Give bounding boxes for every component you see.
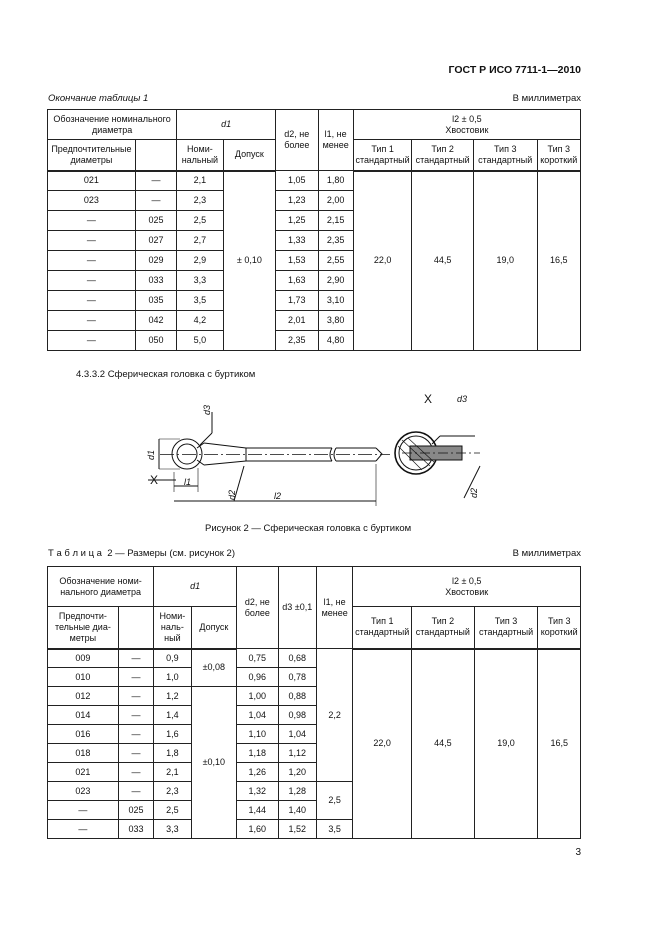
cell-l2-type1: 22,0 xyxy=(353,171,412,351)
cell-d2: 2,01 xyxy=(276,311,318,331)
cell-alt: — xyxy=(118,782,153,801)
cell-d2: 1,33 xyxy=(276,231,318,251)
cell-alt: — xyxy=(135,171,176,191)
cell-preferred: 023 xyxy=(48,191,136,211)
t1-h-shank: Хвостовик xyxy=(445,124,489,135)
cell-l2-type1: 22,0 xyxy=(353,649,412,839)
figure-label-l1: l1 xyxy=(184,477,192,487)
t1-h-type4: Тип 3 короткий xyxy=(537,140,581,171)
t1-h-l1: l1, не менее xyxy=(318,110,353,171)
cell-l1: 2,55 xyxy=(318,251,353,271)
cell-d3: 0,78 xyxy=(278,668,316,687)
cell-d2: 1,32 xyxy=(237,782,278,801)
cell-preferred: — xyxy=(48,801,119,820)
cell-preferred: — xyxy=(48,331,136,351)
cell-preferred: 009 xyxy=(48,649,119,668)
cell-l1-c: 3,5 xyxy=(316,820,352,839)
cell-preferred: — xyxy=(48,231,136,251)
cell-alt: — xyxy=(118,706,153,725)
figure-label-x-left: X xyxy=(150,473,159,487)
cell-d2: 0,75 xyxy=(237,649,278,668)
cell-preferred: — xyxy=(48,251,136,271)
cell-d2: 0,96 xyxy=(237,668,278,687)
cell-preferred: 021 xyxy=(48,763,119,782)
cell-alt: — xyxy=(118,649,153,668)
cell-l2-type3: 19,0 xyxy=(473,171,537,351)
cell-l1: 2,90 xyxy=(318,271,353,291)
cell-l2-type4: 16,5 xyxy=(537,171,581,351)
cell-alt: — xyxy=(118,763,153,782)
cell-l1-a: 2,2 xyxy=(316,649,352,782)
cell-l1: 2,15 xyxy=(318,211,353,231)
figure-label-d3-right: d3 xyxy=(457,394,468,404)
cell-alt: 025 xyxy=(118,801,153,820)
cell-l1: 2,35 xyxy=(318,231,353,251)
table2 xyxy=(47,566,581,839)
cell-preferred: 023 xyxy=(48,782,119,801)
cell-d2: 1,18 xyxy=(237,744,278,763)
cell-preferred: — xyxy=(48,311,136,331)
t1-h-l2 xyxy=(353,110,580,140)
table1-caption: Окончание таблицы 1 xyxy=(48,93,149,104)
t2-h-nominal: Номи-наль-ный xyxy=(154,607,191,649)
cell-d1: 1,8 xyxy=(154,744,191,763)
standard-header: ГОСТ Р ИСО 7711-1—2010 xyxy=(448,64,581,76)
cell-d3: 0,88 xyxy=(278,687,316,706)
cell-d1: 1,4 xyxy=(154,706,191,725)
cell-d3: 1,12 xyxy=(278,744,316,763)
t2-h-designation: Обозначение номи-нального диаметра xyxy=(48,567,154,607)
cell-d1: 2,1 xyxy=(154,763,191,782)
cell-tolerance-a: ±0,08 xyxy=(191,649,237,687)
t2-h-l1: l1, не менее xyxy=(316,567,352,649)
cell-d1: 1,6 xyxy=(154,725,191,744)
t2-h-type3: Тип 3 стандартный xyxy=(474,607,538,649)
cell-alt: — xyxy=(135,191,176,211)
table-row xyxy=(48,171,581,191)
cell-l2-type3: 19,0 xyxy=(474,649,538,839)
page-number: 3 xyxy=(575,847,581,858)
cell-d2: 1,00 xyxy=(237,687,278,706)
cell-alt: 042 xyxy=(135,311,176,331)
t1-h-nominal: Номи-нальный xyxy=(177,140,223,171)
t1-h-l2-label: l2 ± 0,5 xyxy=(452,113,482,124)
cell-l1-b: 2,5 xyxy=(316,782,352,820)
cell-d2: 1,53 xyxy=(276,251,318,271)
cell-l1: 3,10 xyxy=(318,291,353,311)
t2-h-shank: Хвостовик xyxy=(445,586,489,597)
t1-h-tolerance: Допуск xyxy=(223,140,276,171)
cell-d3: 1,40 xyxy=(278,801,316,820)
cell-alt: 033 xyxy=(135,271,176,291)
t1-h-type1: Тип 1 стандартный xyxy=(353,140,412,171)
figure-label-d2-right: d2 xyxy=(469,487,480,499)
figure-label-d1: d1 xyxy=(146,449,157,461)
cell-d2: 1,44 xyxy=(237,801,278,820)
t1-h-type2: Тип 2 стандартный xyxy=(412,140,474,171)
t2-h-l2-label: l2 ± 0,5 xyxy=(451,575,482,586)
cell-d2: 1,26 xyxy=(237,763,278,782)
cell-alt: 025 xyxy=(135,211,176,231)
cell-d1: 2,5 xyxy=(154,801,191,820)
t1-h-preferred: Предпочтительные диаметры xyxy=(48,140,136,171)
cell-d2: 2,35 xyxy=(276,331,318,351)
cell-preferred: 021 xyxy=(48,171,136,191)
t2-h-type1: Тип 1 стандартный xyxy=(353,607,412,649)
cell-d2: 1,04 xyxy=(237,706,278,725)
cell-l1: 2,00 xyxy=(318,191,353,211)
cell-preferred: — xyxy=(48,211,136,231)
table1-units: В миллиметрах xyxy=(512,93,581,104)
cell-d3: 1,52 xyxy=(278,820,316,839)
cell-d1: 2,5 xyxy=(177,211,223,231)
cell-preferred: 018 xyxy=(48,744,119,763)
cell-preferred: 012 xyxy=(48,687,119,706)
cell-d2: 1,25 xyxy=(276,211,318,231)
cell-d1: 3,3 xyxy=(154,820,191,839)
cell-d1: 3,3 xyxy=(177,271,223,291)
cell-l1: 4,80 xyxy=(318,331,353,351)
cell-d2: 1,10 xyxy=(237,725,278,744)
figure-label-d3-left: d3 xyxy=(202,404,213,416)
cell-d1: 3,5 xyxy=(177,291,223,311)
t1-h-type3: Тип 3 стандартный xyxy=(473,140,537,171)
t1-h-designation: Обозначение номинального диаметра xyxy=(48,110,177,140)
cell-l2-type2: 44,5 xyxy=(412,171,474,351)
cell-d3: 1,28 xyxy=(278,782,316,801)
cell-preferred: — xyxy=(48,291,136,311)
t2-h-l2 xyxy=(353,567,581,607)
t2-h-d2: d2, не более xyxy=(237,567,278,649)
t1-h-empty xyxy=(135,140,176,171)
t2-h-d3: d3 ±0,1 xyxy=(278,567,316,649)
cell-alt: 033 xyxy=(118,820,153,839)
table1 xyxy=(47,109,581,351)
cell-tolerance: ± 0,10 xyxy=(223,171,276,351)
cell-preferred: — xyxy=(48,271,136,291)
table2-caption: Т а б л и ц а 2 — Размеры (см. рисунок 2) xyxy=(48,548,235,559)
cell-d2: 1,05 xyxy=(276,171,318,191)
cell-alt: 029 xyxy=(135,251,176,271)
cell-d2: 1,63 xyxy=(276,271,318,291)
figure-label-d2-left: d2 xyxy=(227,489,238,501)
table2-units: В миллиметрах xyxy=(512,548,581,559)
cell-d1: 0,9 xyxy=(154,649,191,668)
t2-h-tolerance: Допуск xyxy=(191,607,237,649)
cell-preferred: 016 xyxy=(48,725,119,744)
table-row xyxy=(48,649,581,668)
cell-l1: 3,80 xyxy=(318,311,353,331)
figure-caption: Рисунок 2 — Сферическая головка с буртиком xyxy=(205,523,412,534)
cell-d3: 0,68 xyxy=(278,649,316,668)
cell-tolerance-b: ±0,10 xyxy=(191,687,237,839)
cell-d3: 0,98 xyxy=(278,706,316,725)
cell-alt: — xyxy=(118,725,153,744)
cell-alt: 035 xyxy=(135,291,176,311)
figure-label-l2: l2 xyxy=(274,491,282,501)
cell-preferred: 014 xyxy=(48,706,119,725)
cell-d1: 5,0 xyxy=(177,331,223,351)
cell-d3: 1,04 xyxy=(278,725,316,744)
cell-d3: 1,20 xyxy=(278,763,316,782)
cell-d1: 2,7 xyxy=(177,231,223,251)
cell-d1: 2,3 xyxy=(154,782,191,801)
cell-alt: 050 xyxy=(135,331,176,351)
cell-l2-type4: 16,5 xyxy=(538,649,581,839)
cell-alt: — xyxy=(118,744,153,763)
cell-d1: 2,1 xyxy=(177,171,223,191)
section-title: 4.3.3.2 Сферическая головка с буртиком xyxy=(76,369,256,380)
t2-h-type2: Тип 2 стандартный xyxy=(412,607,475,649)
cell-preferred: 010 xyxy=(48,668,119,687)
cell-l2-type2: 44,5 xyxy=(412,649,475,839)
cell-alt: 027 xyxy=(135,231,176,251)
cell-alt: — xyxy=(118,687,153,706)
t2-h-empty xyxy=(118,607,153,649)
cell-d1: 1,0 xyxy=(154,668,191,687)
t2-h-type4: Тип 3 короткий xyxy=(538,607,581,649)
t1-h-d1: d1 xyxy=(177,110,276,140)
t2-h-d1: d1 xyxy=(154,567,237,607)
cell-d1: 1,2 xyxy=(154,687,191,706)
cell-d2: 1,73 xyxy=(276,291,318,311)
cell-d2: 1,23 xyxy=(276,191,318,211)
cell-alt: — xyxy=(118,668,153,687)
cell-l1: 1,80 xyxy=(318,171,353,191)
figure-2-drawing xyxy=(140,388,510,514)
cell-preferred: — xyxy=(48,820,119,839)
cell-d1: 2,3 xyxy=(177,191,223,211)
cell-d1: 4,2 xyxy=(177,311,223,331)
t2-h-preferred: Предпочти-тельные диа-метры xyxy=(48,607,119,649)
t1-h-d2: d2, не более xyxy=(276,110,318,171)
cell-d1: 2,9 xyxy=(177,251,223,271)
figure-label-x-right: X xyxy=(424,392,433,406)
cell-d2: 1,60 xyxy=(237,820,278,839)
